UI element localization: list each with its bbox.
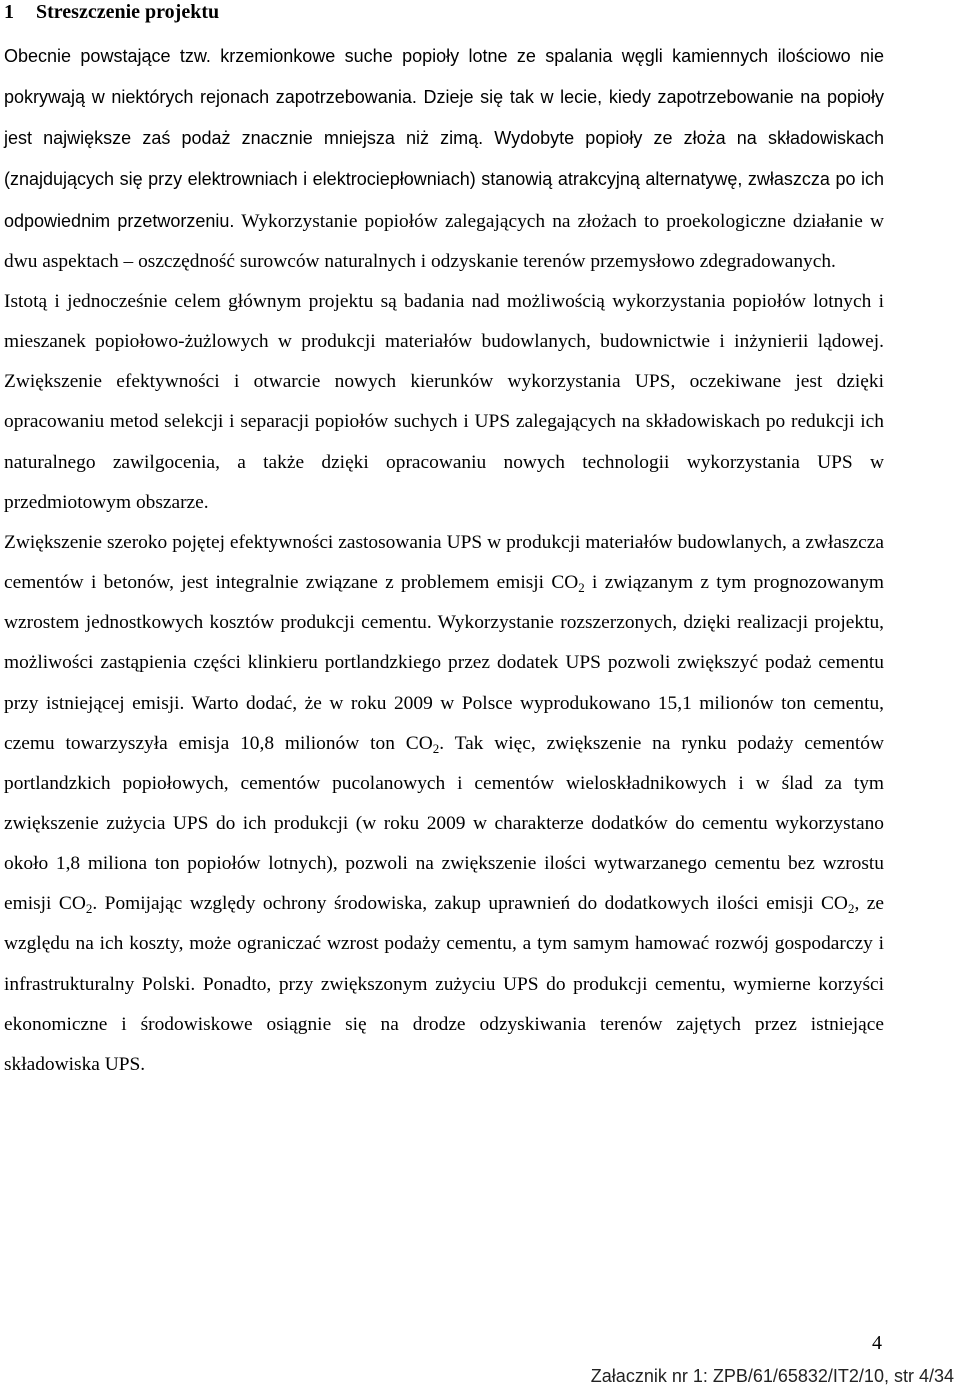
- paragraph-2: Istotą i jednocześnie celem głównym projektu są badania nad możliwością wykorzystania popiołów lotnych i mieszanek popiołowo-żużlowych w produkcji materiałów budowlanych, budownictwie i inżynierii lądowej. Zwiększenie efektywności i otwarcie nowych kierunków wykorzystania UPS, oczekiwane jest dzięki opracowaniu metod selekcji i separacji popiołów suchych i UPS zalegających na składowiskach po redukcji ich naturalnego zawilgocenia, a także dzięki opracowaniu nowych technologii wykorzystania UPS w przedmiotowym obszarze.: [4, 290, 884, 513]
- footer-text: Załacznik nr 1: ZPB/61/65832/IT2/10, str 4/34: [590, 1366, 954, 1386]
- paragraph-3-part-3: . Tak więc, zwiększenie na rynku podaży cementów portlandzkich popiołowych, cementów pucolanowych i cementów wieloskładnikowych i w ślad za tym zwiększenie zużycia UPS do ich produkcji (w roku 2009 w charakterze dodatków do cementu wykorzystano około 1,8 miliona ton popiołów lotnych), pozwoli na zwiększenie ilości wytwarzanego cementu bez wzrostu emisji CO: [4, 732, 885, 915]
- co2-subscript: 2: [578, 580, 585, 596]
- paragraph-3-part-1: Zwiększenie szeroko pojętej efektywności zastosowania UPS w produkcji materiałów budowlanych, a zwłaszcza cementów i betonów, jest integralnie związane z problemem emisji CO: [4, 531, 884, 594]
- page-number: 4: [872, 1332, 882, 1354]
- co2-subscript: 2: [432, 740, 440, 756]
- paragraph-3-part-5: , ze względu na ich koszty, może ograniczać wzrost podaży cementu, a tym samym hamować rozwój gospodarczy i infrastrukturalny Polski. Ponadto, przy zwiększonym zużyciu UPS do produkcji cementu, wymierne korzyści ekonomiczne i środowiskowe osiągnie się na drodze odzyskiwania terenów zajętych przez istniejące składowiska UPS.: [4, 893, 884, 1075]
- co2-subscript: 2: [847, 901, 855, 917]
- paragraph-3-part-4: . Pomijając względy ochrony środowiska, zakup uprawnień do dodatkowych ilości emisji CO: [92, 893, 848, 915]
- paragraph-1: [4, 36, 884, 282]
- section-title: Streszczenie projektu: [36, 1, 220, 23]
- section-heading: [4, 0, 884, 24]
- document-page: [4, 0, 884, 1085]
- paragraph-1-rest: Wykorzystanie popiołów zalegających na złożach to proekologiczne działanie w dwu aspektach – oszczędność surowców naturalnych i odzyskanie terenów przemysłowo zdegradowanych.: [4, 210, 884, 272]
- paragraph-3-part-2: i związanym z tym prognozowanym wzrostem jednostkowych kosztów produkcji cementu. Wykorzystanie rozszerzonych, dzięki realizacji projektu, możliwości zastąpienia części klinkieru portlandzkiego przez dodatek UPS pozwoli zwiększyć podaż cementu przy istniejącej emisji. Warto dodać, że w roku 2009 w Polsce wyprodukowano 15,1 milionów ton cementu, czemu towarzyszyła emisja 10,8 milionów ton CO: [4, 572, 884, 754]
- paragraph-1-intro: Obecnie powstające tzw. krzemionkowe suche popioły lotne ze spalania węgli kamiennych ilościowo nie pokrywają w niektórych rejonach zapotrzebowania. Dzieje się tak w lecie, kiedy zapotrzebowanie na popioły jest największe zaś podaż znacznie mniejsza niż zimą. Wydobyte popioły ze złoża na składowiskach (znajdujących się przy elektrowniach i elektrociepłowniach) stanowią atrakcyjną alternatywę, zwłaszcza po ich odpowiednim przetworzeniu.: [4, 46, 884, 231]
- paragraph-3: [4, 523, 884, 1085]
- co2-subscript: 2: [85, 901, 93, 917]
- section-number: 1: [4, 1, 14, 23]
